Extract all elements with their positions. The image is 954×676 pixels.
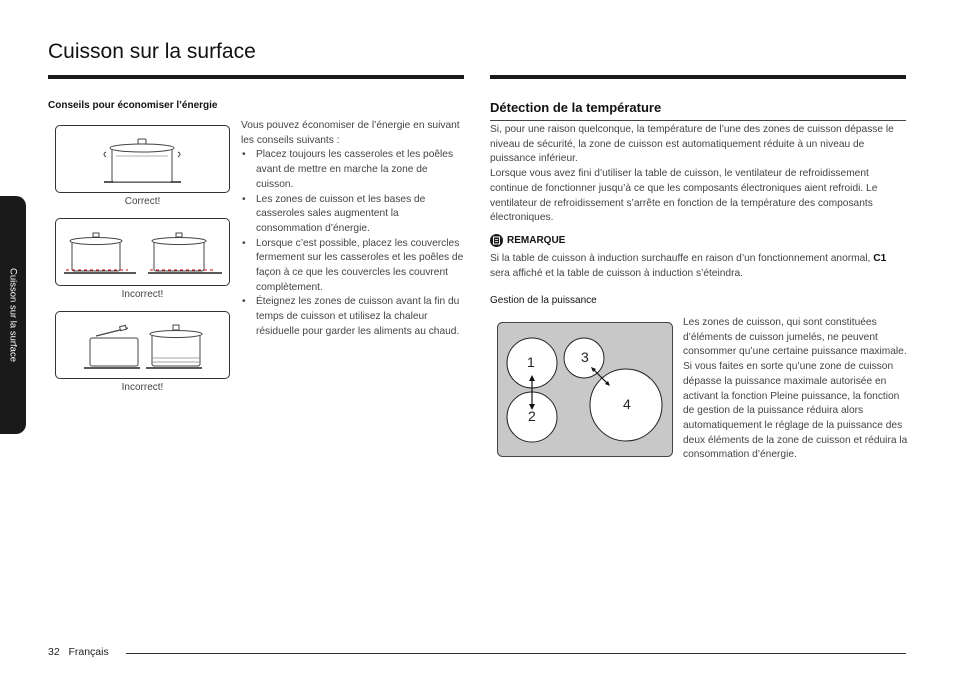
temperature-para-1: Si, pour une raison quelconque, la température de l’une des zones de cuisson dépasse le niveau de sécurité, la zone de cuisson est automatiquement réduite à un niveau de puissance inférieur. (490, 124, 894, 165)
side-section-tab[interactable] (0, 196, 26, 434)
list-item: • Les zones de cuisson et les bases de casseroles sales augmentent la consommation d’énergie. (241, 193, 466, 237)
page-footer (48, 646, 109, 658)
caption-incorrect-2: Incorrect! (121, 382, 164, 393)
power-management-text (683, 316, 908, 463)
zone-4-label: 4 (623, 396, 631, 412)
note-label: REMARQUE (507, 235, 566, 246)
power-para-2: Si vous faites en sorte qu’une zone de cuisson dépasse la puissance maximale autorisée en activant la fonction Pleine puissance, la fonction de gestion de la puissance réduira alors automatiquement le réglage de la puissance des deux éléments de la zone de cuisson et réduira la consommation d’énergie. (683, 361, 908, 461)
temperature-section-title: Détection de la température (490, 100, 662, 115)
incorrect-pot-illustration-2 (55, 311, 230, 379)
energy-tips-text (241, 119, 466, 340)
list-item: • Éteignez les zones de cuisson avant la fin du temps de cuisson et utilisez la chaleur résiduelle pour garder les aliments au chaud. (241, 295, 466, 339)
energy-tips-intro: Vous pouvez économiser de l’énergie en suivant les conseils suivants : (241, 120, 460, 146)
note-text (490, 252, 908, 281)
right-title-rule (490, 75, 906, 79)
pot-wrong-size-icon (56, 219, 229, 285)
note-code: C1 (873, 253, 887, 264)
page-number: 32 (48, 646, 60, 658)
note-header (490, 234, 565, 247)
list-item: • Lorsque c’est possible, placez les couvercles fermement sur les casseroles et les poêles de façon à ce que les couvercles les couvrent complètement. (241, 237, 466, 296)
incorrect-pot-illustration-1 (55, 218, 230, 286)
left-title-rule (48, 75, 464, 79)
list-item: • Placez toujours les casseroles et les poêles avant de mettre en marche la zone de cuisson. (241, 148, 466, 192)
temperature-text (490, 123, 908, 226)
zone-3-label: 3 (581, 349, 589, 365)
caption-incorrect-1: Incorrect! (121, 289, 164, 300)
power-para-1: Les zones de cuisson, qui sont constituées d’éléments de cuisson jumelés, ne peuvent consommer qu’une certaine puissance maximale. (683, 317, 907, 358)
note-icon (490, 234, 503, 247)
pot-centered-icon (56, 126, 229, 192)
energy-tips-subhead: Conseils pour économiser l’énergie (48, 100, 218, 111)
power-management-subhead: Gestion de la puissance (490, 295, 597, 306)
zone-2-label: 2 (528, 408, 536, 424)
note-text-before: Si la table de cuisson à induction surchauffe en raison d’un fonctionnement anormal, (490, 253, 874, 264)
correct-pot-illustration (55, 125, 230, 193)
note-text-after: sera affiché et la table de cuisson à induction s’éteindra. (490, 267, 743, 279)
temperature-para-2: Lorsque vous avez fini d’utiliser la table de cuisson, le ventilateur de refroidissement continue de fonctionner jusqu’à ce que les composants électroniques aient refroidi. Le ventilateur de refroidissement s’arrête en fonction de la température des composants électroniques. (490, 168, 878, 224)
footer-rule (126, 653, 906, 654)
side-tab-label: Cuisson sur la surface (7, 268, 19, 362)
cooktop-diagram-svg (497, 322, 673, 457)
page-title: Cuisson sur la surface (48, 40, 256, 63)
energy-tips-list (241, 148, 466, 339)
pot-uncovered-icon (56, 312, 229, 378)
cooktop-zones-diagram (497, 322, 673, 457)
zone-1-label: 1 (527, 354, 535, 370)
caption-correct: Correct! (124, 196, 161, 207)
section-divider (490, 120, 906, 121)
footer-language: Français (68, 646, 109, 658)
